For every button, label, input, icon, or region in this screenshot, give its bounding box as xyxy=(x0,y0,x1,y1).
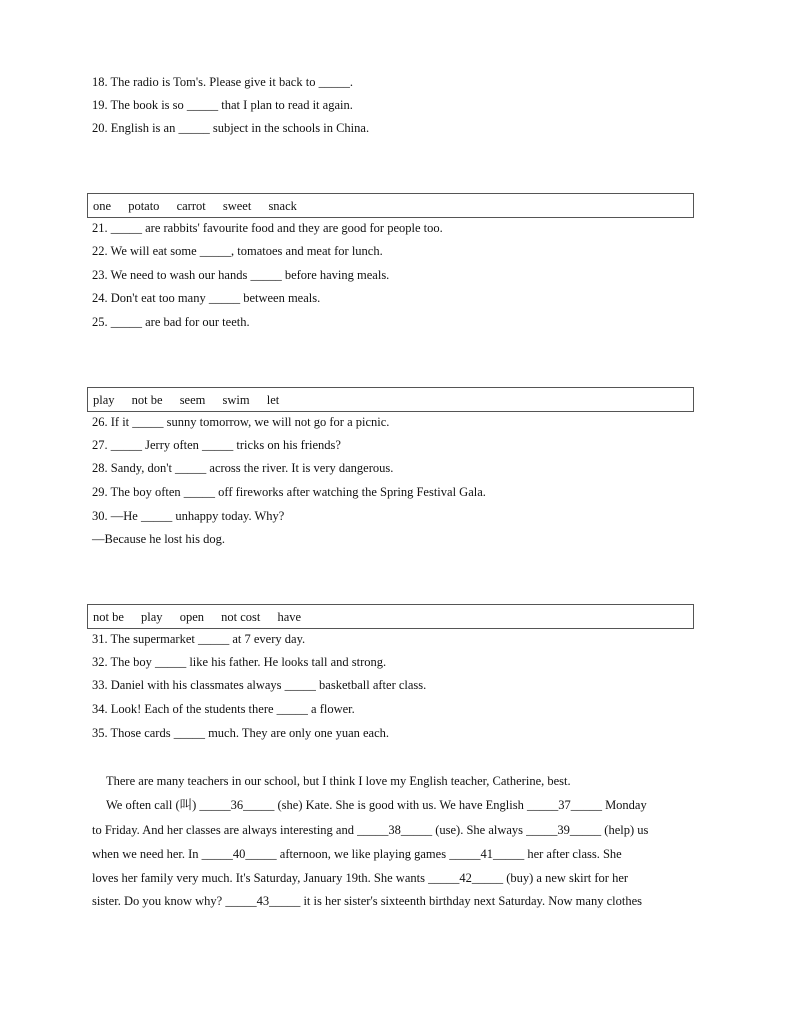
question-21: 21. _____ are rabbits' favourite food and they are good for people too. xyxy=(92,221,443,235)
word-bank-word: seem xyxy=(179,393,206,407)
word-bank-word: let xyxy=(266,393,280,407)
word-bank-word: carrot xyxy=(176,199,206,213)
word-bank-word: swim xyxy=(222,393,250,407)
question-33: 33. Daniel with his classmates always _____ basketball after class. xyxy=(92,678,427,692)
question-18: 18. The radio is Tom's. Please give it back to _____. xyxy=(92,75,353,89)
question-29: 29. The boy often _____ off fireworks after watching the Spring Festival Gala. xyxy=(92,485,486,499)
word-bank-3 xyxy=(87,387,694,412)
question-22: 22. We will eat some _____, tomatoes and meat for lunch. xyxy=(92,244,383,258)
question-35: 35. Those cards _____ much. They are only one yuan each. xyxy=(92,726,390,740)
word-bank-word: one xyxy=(93,199,112,213)
word-bank-word: not be xyxy=(93,610,124,624)
question-30: 30. —He _____ unhappy today. Why? xyxy=(92,509,285,523)
word-bank-word: not cost xyxy=(221,610,261,624)
word-bank-word: open xyxy=(179,610,204,624)
question-28: 28. Sandy, don't _____ across the river. It is very dangerous. xyxy=(92,461,394,475)
question-34: 34. Look! Each of the students there _____ a flower. xyxy=(92,702,355,716)
question-24: 24. Don't eat too many _____ between meals. xyxy=(92,291,321,305)
passage-line-3: to Friday. And her classes are always interesting and _____38_____ (use). She always _____39_____ (help) us xyxy=(92,823,649,837)
word-bank-2 xyxy=(87,193,694,218)
word-bank-word: play xyxy=(93,393,115,407)
passage-line-5: loves her family very much. It's Saturday, January 19th. She wants _____42_____ (buy) a new skirt for her xyxy=(92,871,629,885)
question-30-answer: —Because he lost his dog. xyxy=(92,532,225,546)
word-bank-word: not be xyxy=(131,393,163,407)
question-23: 23. We need to wash our hands _____ before having meals. xyxy=(92,268,390,282)
word-bank-word: snack xyxy=(268,199,297,213)
word-bank-word: potato xyxy=(128,199,160,213)
question-31: 31. The supermarket _____ at 7 every day. xyxy=(92,632,306,646)
word-bank-word: sweet xyxy=(222,199,252,213)
question-32: 32. The boy _____ like his father. He looks tall and strong. xyxy=(92,655,387,669)
word-bank-word: play xyxy=(141,610,163,624)
question-26: 26. If it _____ sunny tomorrow, we will not go for a picnic. xyxy=(92,415,390,429)
question-19: 19. The book is so _____ that I plan to read it again. xyxy=(92,98,353,112)
question-27: 27. _____ Jerry often _____ tricks on his friends? xyxy=(92,438,341,452)
passage-line-1: There are many teachers in our school, but I think I love my English teacher, Catherine, best. xyxy=(106,774,571,788)
passage-line-4: when we need her. In _____40_____ afternoon, we like playing games _____41_____ her after class. She xyxy=(92,847,622,861)
word-bank-4 xyxy=(87,604,694,629)
passage-line-2: We often call (叫) _____36_____ (she) Kate. She is good with us. We have English _____37_____ Monday xyxy=(106,798,647,812)
passage-line-6: sister. Do you know why? _____43_____ it is her sister's sixteenth birthday next Saturday. Now many clothes xyxy=(92,894,642,908)
question-20: 20. English is an _____ subject in the schools in China. xyxy=(92,121,370,135)
question-25: 25. _____ are bad for our teeth. xyxy=(92,315,250,329)
word-bank-word: have xyxy=(277,610,302,624)
